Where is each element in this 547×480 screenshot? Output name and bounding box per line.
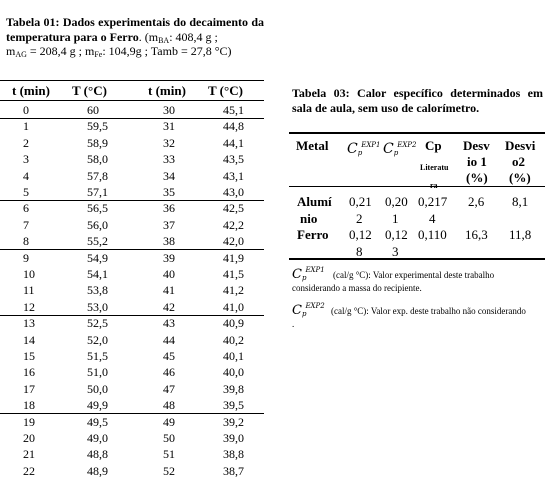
t3-r1-cp-a: 0,217 [418,194,448,209]
cell-temp-b: 43,0 [223,185,244,199]
cell-temp-a: 57,1 [87,185,108,199]
cell-temp-a: 48,9 [87,463,108,478]
cell-temp-a: 49,9 [87,398,108,413]
t3-header-desv2-c: (%) [509,170,531,185]
cell-temp-a: 53,0 [87,299,108,314]
cell-time-b: 37 [163,217,175,232]
table-row [0,282,264,298]
m-ag-prefix: m [6,44,16,58]
m-ba-value: : 408,4 g ; [169,29,218,44]
cell-temp-a: 58,0 [87,152,108,167]
cell-temp-a: 52,5 [87,316,108,331]
header-t-min-2: t (min) [148,83,186,98]
cell-time-a: 8 [23,234,29,249]
cell-temp-b: 42,5 [223,201,244,216]
cell-time-b: 46 [163,365,175,380]
cell-temp-b: 41,9 [223,250,244,265]
t3-r1-desv1: 2,6 [468,194,485,209]
t3-r2-exp2-a: 0,12 [385,227,408,242]
cell-temp-b: 38,7 [223,463,244,478]
t3-r2-exp2-b: 3 [392,244,399,259]
t3-r1-exp1-b: 2 [356,211,363,226]
table-row [0,348,264,364]
cell-temp-b: 40,9 [223,316,244,331]
cell-temp-a: 52,0 [87,332,108,347]
header-temp-1: T (°C) [72,83,107,98]
cell-temp-b: 38,8 [223,447,244,462]
table01-caption [6,15,264,59]
cell-temp-b: 41,5 [223,267,244,281]
cell-temp-a: 48,8 [87,447,108,462]
cell-time-b: 49 [163,414,175,429]
t3-r2-desv1: 16,3 [465,227,488,242]
cell-time-a: 17 [23,381,35,396]
t3-header-metal: Metal [296,138,329,153]
cell-temp-a: 56,0 [87,217,108,232]
t3-header-cp-exp2: $C_p^{EXP2}$ [383,141,417,157]
m-fe-sub: Fe [94,50,103,59]
table-row [0,233,264,250]
cell-temp-a: 49,0 [87,431,108,445]
cell-temp-a: 56,5 [87,201,108,216]
t3-note-2-text-b: . [292,319,295,329]
m-ag-sub: AG [15,50,27,59]
cell-temp-a: 49,5 [87,414,108,429]
table-row [0,250,264,266]
table-row [0,397,264,414]
cell-temp-b: 41,0 [223,299,244,314]
cell-time-a: 20 [23,431,35,445]
cell-time-b: 32 [163,135,175,150]
t3-note-1-text-b: considerando a massa do recipiente. [292,283,422,293]
table03-header-rule [289,186,545,187]
table-row [0,364,264,380]
table-row [0,463,264,479]
t3-r1-exp1-a: 0,21 [349,194,372,209]
table-row [0,315,264,331]
cell-temp-a: 50,0 [87,381,108,396]
cell-time-a: 10 [23,267,35,281]
cell-time-a: 16 [23,365,35,380]
cell-temp-a: 55,2 [87,234,108,249]
cell-time-a: 0 [23,103,29,117]
table-row [0,102,264,119]
cell-temp-a: 57,8 [87,168,108,183]
cell-time-b: 40 [163,267,175,281]
cell-temp-b: 40,0 [223,365,244,380]
t3-r2-exp1-b: 8 [356,244,363,259]
cell-temp-b: 43,1 [223,168,244,183]
cell-time-b: 30 [163,103,175,117]
t3-note-2-text: (cal/g °C): Valor exp. deste trabalho não considerando [330,306,526,316]
cell-temp-b: 41,2 [223,283,244,298]
cell-time-a: 18 [23,398,35,413]
table01-caption-title: Tabela 01: Dados experimentais do decaimento da temperatura para o Ferro [6,15,264,44]
cell-time-a: 5 [23,185,29,199]
cell-temp-b: 43,5 [223,152,244,167]
cell-temp-b: 39,0 [223,431,244,445]
cell-time-a: 6 [23,201,29,216]
t3-r1-desv2: 8,1 [512,194,529,209]
table-row [0,217,264,233]
table-row [0,200,264,216]
cell-time-b: 36 [163,201,175,216]
table-row [0,266,264,282]
table-row [0,135,264,151]
t3-r1-metal-b: nio [300,211,318,226]
t3-r1-exp2-a: 0,20 [385,194,408,209]
cell-time-a: 3 [23,152,29,167]
header-t-min-1: t (min) [12,83,50,98]
table01-header-rule [0,100,264,101]
cell-temp-b: 39,5 [223,398,244,413]
cell-time-b: 43 [163,316,175,331]
cell-time-b: 35 [163,185,175,199]
cell-temp-a: 53,8 [87,283,108,298]
cell-temp-a: 54,9 [87,250,108,265]
t3-header-desv1-c: (%) [466,170,488,185]
cell-temp-a: 54,1 [87,267,108,281]
cell-temp-b: 42,2 [223,217,244,232]
cell-time-a: 22 [23,463,35,478]
cell-time-a: 7 [23,217,29,232]
cell-temp-a: 51,0 [87,365,108,380]
t3-header-cp: Cp [425,138,442,153]
table-row [0,430,264,446]
cell-time-b: 39 [163,250,175,265]
t3-r2-metal: Ferro [297,227,329,242]
cell-time-b: 47 [163,381,175,396]
cp-exp2-symbol: $C_p^{EXP2}$ [292,302,325,318]
cell-time-b: 48 [163,398,175,413]
table03-caption: Tabela 03: Calor específico determinados em sala de aula, sem uso de calorímetro. [292,86,543,115]
table-row [0,168,264,184]
cell-temp-b: 45,1 [223,103,244,117]
cell-temp-b: 40,1 [223,349,244,363]
cell-temp-b: 44,1 [223,135,244,150]
t3-note-1-text: (cal/g °C): Valor experimental deste trabalho [332,270,495,280]
table-row [0,446,264,462]
cell-time-b: 51 [163,447,175,462]
table01-caption-text: . (m [138,29,159,44]
t3-header-desv2-b: o2 [512,154,525,169]
cell-time-a: 11 [23,283,35,298]
cell-temp-a: 51,5 [87,349,108,363]
cell-time-a: 12 [23,299,35,314]
cp-exp1-symbol: $C_p^{EXP1}$ [292,266,325,282]
cell-temp-b: 39,8 [223,381,244,396]
t3-header-cp-exp1: $C_p^{EXP1}$ [347,141,381,157]
cell-time-b: 52 [163,463,175,478]
t3-r1-exp2-b: 1 [392,211,399,226]
header-temp-2: T (°C) [208,83,243,98]
t3-r2-desv2: 11,8 [509,227,532,242]
cell-temp-b: 42,0 [223,234,244,249]
cell-time-b: 34 [163,168,175,183]
cell-time-a: 13 [23,316,35,331]
cell-time-a: 9 [23,250,29,265]
table01-top-rule [0,80,264,81]
t3-header-desv1-b: io 1 [467,154,487,169]
table-row [0,299,264,316]
cell-time-a: 14 [23,332,35,347]
cell-temp-b: 39,2 [223,414,244,429]
cell-time-b: 38 [163,234,175,249]
table-row [0,381,264,397]
table-row [0,414,264,430]
cell-time-a: 21 [23,447,35,462]
t3-header-desv2-a: Desvi [505,138,536,153]
t3-note-2 [292,300,544,331]
table03-top-rule [289,132,545,134]
table-row [0,332,264,348]
table-row [0,151,264,167]
table-row [0,184,264,201]
t3-r1-cp-b: 4 [429,211,436,226]
cell-temp-b: 44,8 [223,119,244,134]
cell-time-b: 41 [163,283,175,298]
cell-temp-b: 40,2 [223,332,244,347]
t3-header-literatura-2: ra [430,181,438,190]
cell-temp-a: 59,5 [87,119,108,134]
cell-time-b: 31 [163,119,175,134]
cell-temp-a: 60 [87,103,99,117]
cell-time-a: 15 [23,349,35,363]
t3-note-1 [292,264,544,295]
t3-header-desv1-a: Desv [463,138,490,153]
cell-time-b: 44 [163,332,175,347]
cell-time-b: 50 [163,431,175,445]
cell-time-b: 42 [163,299,175,314]
t3-r1-metal-a: Alumí [297,194,332,209]
m-ba-sub: BA [158,35,170,45]
cell-time-b: 33 [163,152,175,167]
cell-time-a: 19 [23,414,35,429]
cell-time-a: 1 [23,119,29,134]
t3-r2-exp1-a: 0,12 [349,227,372,242]
m-ag-value: = 208,4 g ; m [26,44,95,58]
cell-temp-a: 58,9 [87,135,108,150]
table-row [0,118,264,134]
cell-time-a: 2 [23,135,29,150]
table03-bottom-rule [289,258,545,260]
m-fe-value: : 104,9g ; Tamb = 27,8 °C) [102,44,232,58]
t3-header-literatura-1: Literatu [420,163,449,172]
t3-r2-cp: 0,110 [418,227,447,242]
cell-time-a: 4 [23,168,29,183]
cell-time-b: 45 [163,349,175,363]
